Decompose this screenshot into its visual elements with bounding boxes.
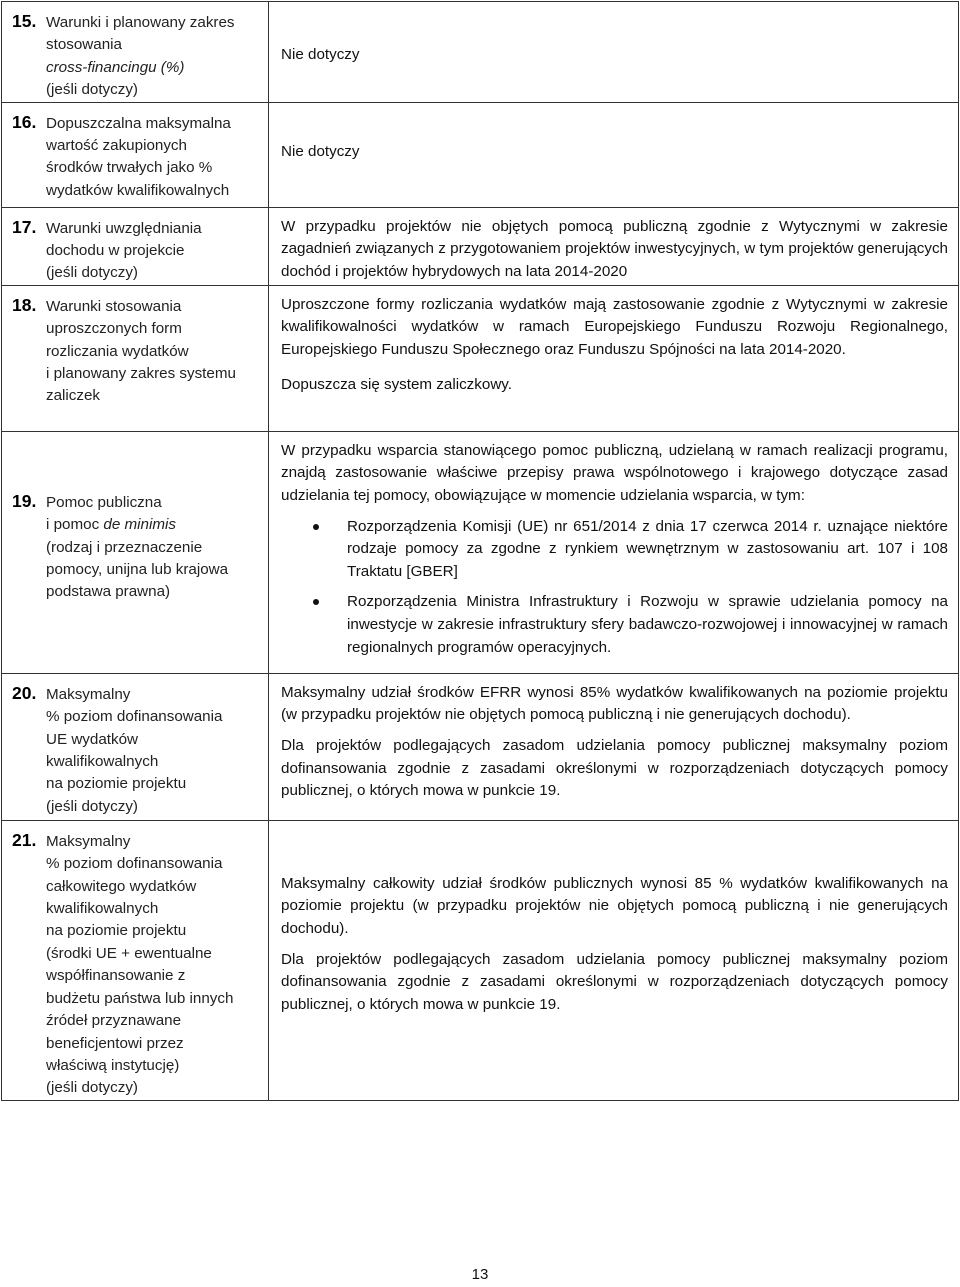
row-number: 18.: [12, 294, 37, 315]
label-line: (jeśli dotyczy): [46, 81, 138, 99]
table-row: [2, 207, 959, 285]
row-label-cell: [2, 102, 269, 207]
label-line: uproszczonych form: [46, 320, 182, 338]
page-number: 13: [471, 1266, 489, 1283]
label-line: beneficjentowi przez: [46, 1034, 184, 1052]
row-label-cell: [2, 431, 269, 673]
row-number: 20.: [12, 682, 37, 703]
table-row: [2, 673, 959, 820]
table-row: [2, 820, 959, 1100]
list-item-text: Rozporządzenia Komisji (UE) nr 651/2014 z dnia 17 czerwca 2014 r. uznające niektóre rodzaje pomocy za zgodne z rynkiem wewnętrznym w zastosowaniu art. 107 i 108 Traktatu [GBER]: [347, 517, 948, 580]
row-content-cell: [269, 102, 959, 207]
label-line: (rodzaj i przeznaczenie: [46, 538, 203, 556]
label-line: Warunki stosowania: [46, 297, 182, 315]
row-number: 16.: [12, 111, 37, 132]
label-line: źródeł przyznawane: [46, 1012, 182, 1030]
label-line: pomocy, unijna lub krajowa: [46, 561, 229, 579]
label-line: Maksymalny: [46, 685, 131, 703]
label-line: % poziom dofinansowania: [46, 708, 223, 726]
label-line: % poziom dofinansowania: [46, 855, 223, 873]
label-line: całkowitego wydatków: [46, 877, 197, 895]
label-line: współfinansowanie z: [46, 967, 186, 985]
table-row: [2, 102, 959, 207]
row-content-cell: [269, 820, 959, 1100]
label-line: (jeśli dotyczy): [46, 1079, 138, 1097]
row-label-cell: [2, 673, 269, 820]
row-label-cell: [2, 285, 269, 431]
list-item-text: Rozporządzenia Ministra Infrastruktury i Rozwoju w sprawie udzielania pomocy na inwestycje w zakresie infrastruktury sfery badawczo-rozwojowej i innowacyjnej w ramach regionalnych programów operacyjnych.: [347, 593, 948, 656]
label-line: na poziomie projektu: [46, 775, 187, 793]
row-label-cell: [2, 207, 269, 285]
row-content-cell: [269, 431, 959, 673]
label-line: kwalifikowalnych: [46, 900, 159, 918]
content-paragraph: Uproszczone formy rozliczania wydatków mają zastosowanie zgodnie z Wytycznymi w zakresie kwalifikowalności wydatków w ramach Europejskiego Funduszu Rozwoju Regionalnego, Europejskiego Funduszu Społecznego oraz Funduszu Spójności na lata 2014-2020.: [281, 295, 948, 359]
label-line: (środki UE + ewentualne: [46, 944, 212, 962]
content-paragraph: Nie dotyczy: [281, 142, 360, 160]
label-line: cross-financingu (%): [46, 58, 185, 76]
row-number: 21.: [12, 829, 37, 850]
bullet-list: [281, 516, 948, 660]
content-paragraph: W przypadku wsparcia stanowiącego pomoc publiczną, udzielaną w ramach realizacji programu, znajdą zastosowanie właściwe przepisy prawa wspólnotowego i krajowego dotyczące zasad udzielania tej pomocy, obowiązujące w momencie udzielania wsparcia, w tym:: [281, 441, 948, 505]
label-line: budżetu państwa lub innych: [46, 989, 234, 1007]
label-line: Pomoc publiczna: [46, 493, 162, 511]
row-label-cell: [2, 2, 269, 103]
label-line: i planowany zakres systemu: [46, 365, 236, 383]
label-line: kwalifikowalnych: [46, 753, 159, 771]
label-line: Maksymalny: [46, 832, 131, 850]
bullet-icon: [313, 599, 319, 605]
label-line: dochodu w projekcie: [46, 242, 185, 260]
label-line: (jeśli dotyczy): [46, 797, 138, 815]
content-paragraph: W przypadku projektów nie objętych pomocą publiczną zgodnie z Wytycznymi w zakresie zagadnień związanych z przygotowaniem projektów inwestycyjnych, w tym projektów generujących dochód i projektów hybrydowych na lata 2014-2020: [281, 217, 948, 280]
content-paragraph: Maksymalny udział środków EFRR wynosi 85% wydatków kwalifikowanych na poziomie projektu (w przypadku projektów nie objętych pomocą publiczną i nie generujących dochodu).: [281, 683, 948, 724]
row-content-cell: [269, 285, 959, 431]
label-line: (jeśli dotyczy): [46, 264, 138, 282]
table-row: [2, 2, 959, 103]
row-number: 15.: [12, 11, 37, 31]
content-paragraph: Maksymalny całkowity udział środków publicznych wynosi 85 % wydatków kwalifikowanych na poziomie projektu (w przypadku projektów nie objętych pomocą publiczną i nie generujących dochodu).: [281, 874, 948, 938]
label-line: właściwą instytucję): [46, 1056, 180, 1074]
list-item: [281, 591, 948, 659]
label-line: rozliczania wydatków: [46, 342, 189, 360]
label-line: na poziomie projektu: [46, 922, 187, 940]
table-row: [2, 285, 959, 431]
label-line: Warunki i planowany zakres: [46, 14, 235, 31]
content-paragraph: Dopuszcza się system zaliczkowy.: [281, 375, 512, 393]
label-line: i pomoc de minimis: [46, 516, 176, 534]
label-line: stosowania: [46, 36, 122, 54]
bullet-icon: [313, 524, 319, 530]
label-line: środków trwałych jako %: [46, 159, 213, 177]
list-item: [281, 516, 948, 584]
content-paragraph: Dla projektów podlegających zasadom udzielania pomocy publicznej maksymalny poziom dofinansowania zgodnie z zasadami określonymi w rozporządzeniach dotyczących pomocy publicznej, o których mowa w punkcie 19.: [281, 737, 948, 800]
row-content-cell: [269, 673, 959, 820]
label-line: podstawa prawna): [46, 583, 171, 601]
content-paragraph: Nie dotyczy: [281, 46, 360, 63]
row-content-cell: [269, 2, 959, 103]
table-row: [2, 431, 959, 673]
label-line: Dopuszczalna maksymalna: [46, 114, 231, 132]
row-label-cell: [2, 820, 269, 1100]
label-line: zaliczek: [46, 387, 101, 405]
label-line: UE wydatków: [46, 730, 139, 748]
content-paragraph: Dla projektów podlegających zasadom udzielania pomocy publicznej maksymalny poziom dofinansowania zgodnie z zasadami określonymi w rozporządzeniach dotyczących pomocy publicznej, o których mowa w punkcie 19.: [281, 950, 948, 1013]
row-content-cell: [269, 207, 959, 285]
document-table: [1, 1, 959, 1101]
label-line: Warunki uwzględniania: [46, 219, 202, 237]
row-number: 19.: [12, 490, 37, 511]
label-line: wartość zakupionych: [46, 137, 187, 155]
row-number: 17.: [12, 216, 37, 237]
label-line: wydatków kwalifikowalnych: [46, 181, 230, 199]
